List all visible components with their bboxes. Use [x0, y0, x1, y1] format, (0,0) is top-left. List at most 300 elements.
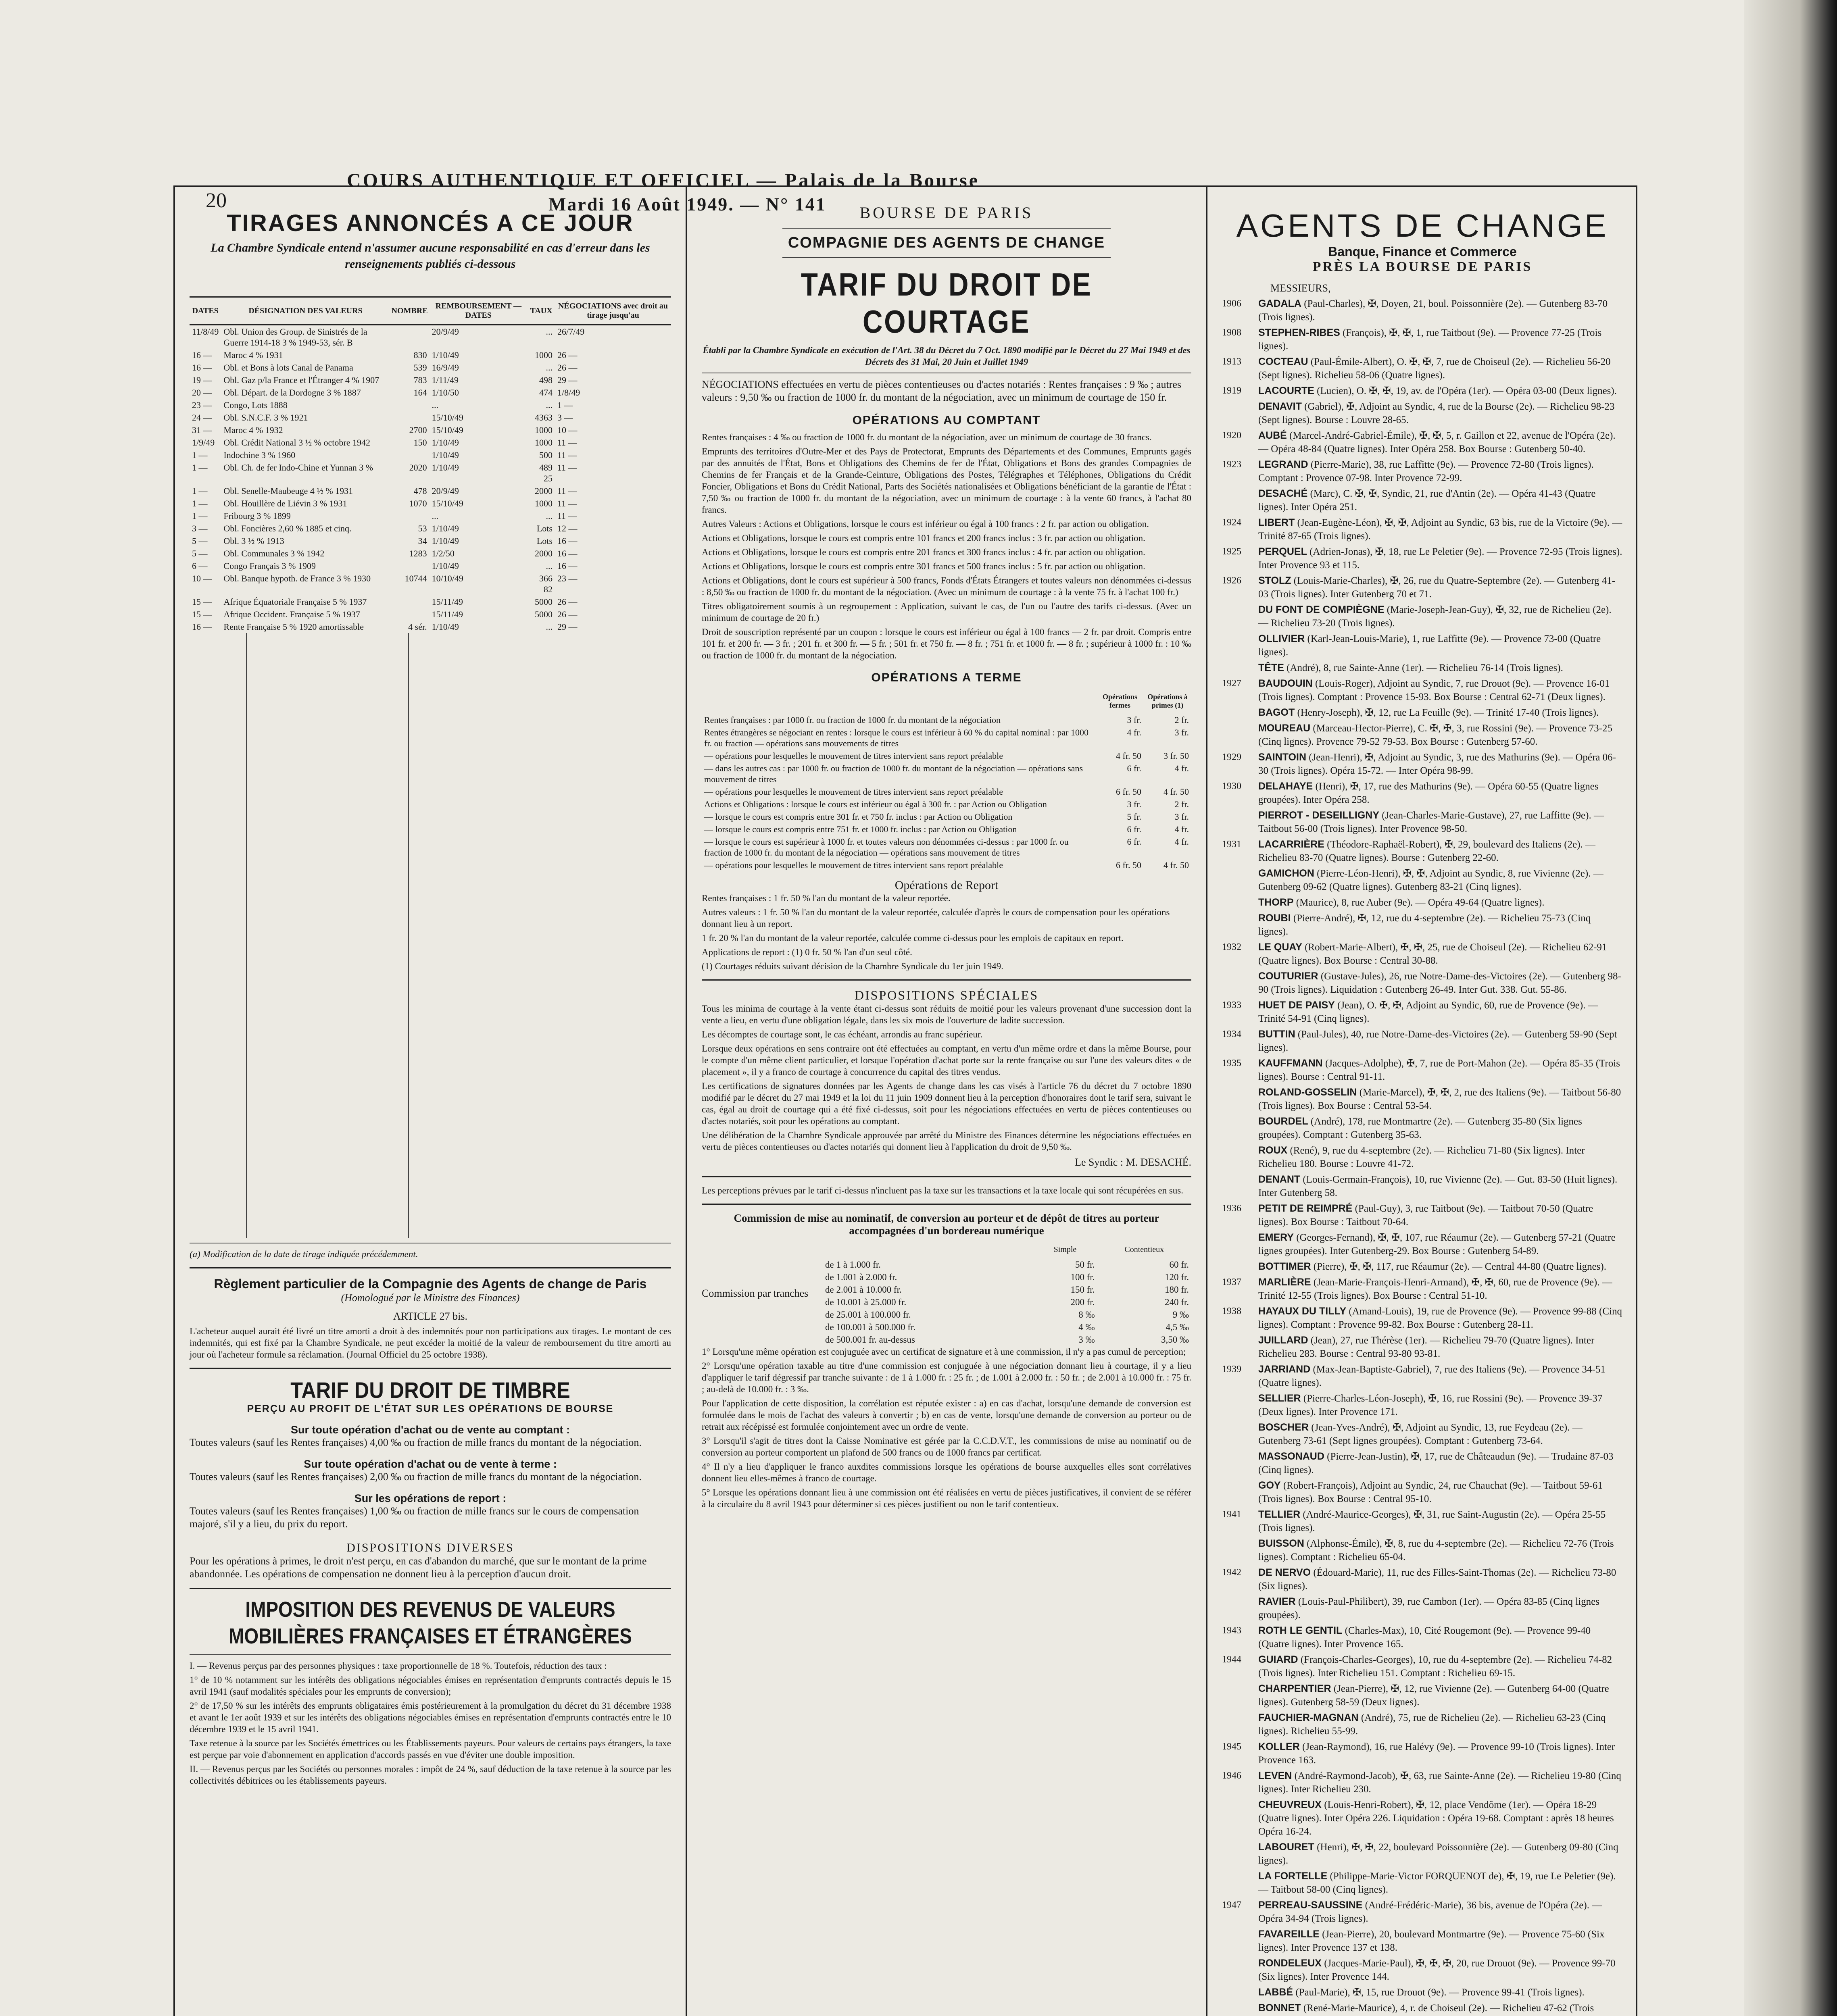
- agent-name: AUBÉ: [1258, 430, 1287, 441]
- agent-year: [1222, 896, 1258, 909]
- terme-cell: 3 fr.: [1174, 727, 1189, 737]
- table-cell: 150: [413, 437, 427, 448]
- agent-details: (Jacques-Adolphe), ✠, 7, rue de Port-Mahon (2e). — Opéra 85-35 (Trois lignes). Bourse : Central 91-11.: [1258, 1058, 1620, 1082]
- table-cell: 16/9/49: [432, 362, 459, 373]
- terme-row: [702, 714, 1191, 726]
- terme-cell: 6 fr. 50: [1116, 860, 1141, 870]
- agent-name: BUTTIN: [1258, 1029, 1295, 1040]
- agent-year: 1906: [1222, 298, 1241, 309]
- table-cell: 2020: [409, 462, 427, 473]
- table-cell: Obl. Union des Group. de Sinistrés de la Guerre 1914-18 3 % 1949-53, sér. B: [223, 327, 367, 348]
- agent-name: LEVEN: [1258, 1770, 1292, 1781]
- table-cell: 500: [539, 450, 553, 460]
- table-row: [190, 608, 671, 621]
- table-cell: Fribourg 3 % 1899: [223, 511, 291, 521]
- terme-cell: 3 fr. 50: [1164, 751, 1189, 761]
- table-cell: 830: [413, 350, 427, 360]
- agent-details: (François), ✠, ✠, 1, rue Taitbout (9e). — Provence 77-25 (Trois lignes).: [1258, 327, 1602, 352]
- agent-details: (Jean-Henri), ✠, Adjoint au Syndic, 3, rue des Mathurins (9e). — Opéra 06-30 (Trois lignes). Opéra 15-72. — Inter Opéra 98-99.: [1258, 752, 1616, 776]
- table-cell: 1 —: [192, 462, 208, 473]
- agent-name: LACOURTE: [1258, 385, 1314, 396]
- table-row: [190, 560, 671, 572]
- speciales-title: DISPOSITIONS SPÉCIALES: [854, 988, 1039, 1002]
- agent-year: 1926: [1222, 575, 1241, 586]
- terme-cell: 4 fr.: [1174, 763, 1189, 773]
- agent-entry: [1222, 1595, 1623, 1622]
- agent-text: [1258, 1711, 1623, 1738]
- agent-name: BOSCHER: [1258, 1422, 1309, 1433]
- table-cell: 489 25: [539, 462, 553, 483]
- agent-entry: [1222, 1899, 1623, 1925]
- terme-row: [702, 810, 1191, 823]
- terme-cell: 2 fr.: [1174, 799, 1189, 809]
- agent-text: [1258, 1086, 1623, 1112]
- terme-row: [702, 835, 1191, 859]
- agent-details: (Jean-Raymond), 16, rue Halévy (9e). — Provence 99-10 (Trois lignes). Inter Provence 163.: [1258, 1741, 1615, 1766]
- agent-name: GOY: [1258, 1480, 1281, 1491]
- table-cell: Obl. S.N.C.F. 3 % 1921: [223, 412, 308, 423]
- table-cell: [390, 596, 430, 608]
- commission-cell: 3,50 ‰: [1161, 1335, 1189, 1345]
- commission-paragraph: 4° Il n'y a lieu d'appliquer le franco auxdites commissions lorsque les opérations de bourse auxquelles elles sont corrélatives donnent lieu elles-mêmes à franco de courtage.: [702, 1462, 1191, 1483]
- tirages-subtitle: La Chambre Syndicale entend n'assumer aucune responsabilité en cas d'erreur dans les renseignements publiés ci-dessous: [211, 241, 650, 271]
- comptant-paragraph: Emprunts des territoires d'Outre-Mer et des Pays de Protectorat, Emprunts des Départements et des Communes, Emprunts gagés par des annuités de l'État, Bons et Obligations des Chemins de fer de l'État, Obligations et Bons des grandes Compagnies de Chemins de fer Français et de la Grande-Ceinture, Obligations des Postes, Télégraphes et Téléphones, Obligations du Crédit Foncier, Obligations et Bons du Crédit National, Parts des Sociétés nationalisées et Obligations bénéficiant de la garantie de l'État : 7,50 ‰ ou fraction de 1000 fr. du montant de la négociation, avec un minimum de courtage : à la vente 60 francs, à l'achat 80 francs.: [702, 446, 1191, 515]
- column-courtage: [687, 187, 1207, 2016]
- agent-entry: [1222, 1624, 1623, 1651]
- agent-details: (Jean), O. ✠, ✠, Adjoint au Syndic, 60, rue de Provence (9e). — Trinité 54-91 (Cinq lignes).: [1258, 1000, 1598, 1024]
- agent-details: (Paul-Guy), 3, rue Taitbout (9e). — Taitbout 70-50 (Quatre lignes). Box Bourse : Taitbout 70-64.: [1258, 1203, 1593, 1227]
- table-cell: 164: [413, 387, 427, 398]
- courtage-subtitle: Établi par la Chambre Syndicale en exécution de l'Art. 38 du Décret du 7 Oct. 1890 modifié par le Décret du 27 Mai 1949 et des Décrets des 31 Mai, 20 Juin et Juillet 1949: [703, 345, 1191, 367]
- table-cell: ...: [546, 327, 553, 337]
- agent-name: ROUBI: [1258, 912, 1291, 924]
- commission-cell: 4 ‰: [1078, 1322, 1095, 1332]
- agent-entry: [1222, 603, 1623, 630]
- table-cell: 10 —: [557, 425, 578, 435]
- agent-year: [1222, 1711, 1258, 1738]
- table-row: [190, 436, 671, 449]
- table-header-cell: NÉGOCIATIONS avec droit au tirage jusqu'au: [555, 297, 671, 325]
- agent-name: DE NERVO: [1258, 1567, 1311, 1578]
- agent-year: [1222, 1115, 1258, 1141]
- report-paragraph: (1) Courtages réduits suivant décision de la Chambre Syndicale du 1er juin 1949.: [702, 961, 1003, 971]
- terme-cell: — dans les autres cas : par 1000 fr. ou fraction de 1000 fr. du montant de la négociation — opérations sans mouvement de titres: [704, 763, 1083, 784]
- agent-year: [1222, 867, 1258, 893]
- terme-cell: 6 fr.: [1127, 824, 1141, 834]
- agents-subtitle: Banque, Finance et Commerce: [1328, 244, 1517, 259]
- table-cell: 6 —: [192, 561, 208, 571]
- agent-text: [1258, 355, 1623, 382]
- table-cell: 11 —: [557, 511, 577, 521]
- table-cell: 3 —: [557, 412, 573, 423]
- agent-name: COUTURIER: [1258, 971, 1318, 982]
- agent-text: [1258, 1899, 1623, 1925]
- timbre-heading-report: Sur les opérations de report :: [354, 1492, 507, 1504]
- content-frame: [173, 185, 1637, 2016]
- table-cell: 16 —: [192, 362, 212, 373]
- agent-entry: [1222, 1202, 1623, 1229]
- commission-row: [823, 1333, 1191, 1346]
- agent-details: (André-Raymond-Jacob), ✠, 63, rue Sainte-Anne (2e). — Richelieu 19-80 (Cinq lignes). Inter Richelieu 230.: [1258, 1770, 1621, 1795]
- agent-name: OLLIVIER: [1258, 633, 1305, 644]
- syndic-signature: Le Syndic : M. DESACHÉ.: [1075, 1156, 1191, 1168]
- agent-details: (Max-Jean-Baptiste-Gabriel), 7, rue des Italiens (9e). — Provence 34-51 (Quatre lignes).: [1258, 1364, 1606, 1388]
- agent-entry: [1222, 545, 1623, 572]
- agent-entry: [1222, 516, 1623, 543]
- table-cell: 24 —: [192, 412, 212, 423]
- commission-cell: de 500.001 fr. au-dessus: [825, 1335, 915, 1345]
- agent-year: [1222, 1231, 1258, 1258]
- agent-entry: [1222, 1260, 1623, 1273]
- agent-entry: [1222, 838, 1623, 864]
- agent-name: FAVAREILLE: [1258, 1929, 1320, 1940]
- agent-text: [1258, 1957, 1623, 1983]
- column-agents: [1207, 187, 1637, 2016]
- agent-details: (Robert-Marie-Albert), ✠, ✠, 25, rue de Choiseul (2e). — Richelieu 62-91 (Quatre lignes). Box Bourse : Central 30-88.: [1258, 942, 1607, 966]
- table-row: [190, 361, 671, 374]
- agent-entry: [1222, 632, 1623, 659]
- agent-details: (Louis-Marie-Charles), ✠, 26, rue du Quatre-Septembre (2e). — Gutenberg 41-03 (Trois lignes). Inter Gutenberg 70 et 71.: [1258, 575, 1616, 600]
- dispositions-title: DISPOSITIONS DIVERSES: [346, 1541, 514, 1554]
- table-cell: Obl. 3 ½ % 1913: [223, 536, 284, 546]
- agent-details: (Jean-Yves-André), ✠, Adjoint au Syndic, 13, rue Feydeau (2e). — Gutenberg 73-61 (Sept lignes groupées). Comptant : Gutenberg 73-64.: [1258, 1422, 1583, 1446]
- table-row: [190, 497, 671, 510]
- agent-entry: [1222, 1682, 1623, 1709]
- table-cell: 23 —: [557, 573, 578, 583]
- agent-year: [1222, 1870, 1258, 1896]
- agent-year: 1946: [1222, 1770, 1241, 1781]
- agent-year: [1222, 1479, 1258, 1506]
- agent-details: (Paul-Marie), ✠, 15, rue Drouot (9e). — Provence 99-41 (Trois lignes).: [1295, 1987, 1585, 1998]
- agent-entry: [1222, 1508, 1623, 1535]
- article-text: L'acheteur auquel aurait été livré un titre amorti a droit à des indemnités pour non participations aux tirages. Le montant de ces indemnités, qui est fixé par la Chambre Syndicale, ne peut excéder la moitié de la valeur de remboursement du titre amorti au jour où l'acheteur formule sa réclamation. (Journal Officiel du 25 octobre 1938).: [190, 1326, 671, 1360]
- agent-details: (Marie-Joseph-Jean-Guy), ✠, 32, rue de Richelieu (2e). — Richelieu 73-20 (Trois lignes).: [1258, 604, 1612, 629]
- table-cell: 4 sér.: [408, 622, 427, 632]
- agent-year: [1222, 706, 1258, 719]
- terme-row: [702, 798, 1191, 810]
- table-cell: 31 —: [192, 425, 212, 435]
- agent-year: 1942: [1222, 1567, 1241, 1578]
- agent-entry: [1222, 1086, 1623, 1112]
- agent-name: DENANT: [1258, 1174, 1301, 1185]
- table-cell: 11/8/49: [192, 327, 219, 337]
- agent-text: [1258, 1769, 1623, 1796]
- agent-name: FAUCHIER-MAGNAN: [1258, 1712, 1359, 1723]
- imposition-paragraph: I. — Revenus perçus par des personnes physiques : taxe proportionnelle de 18 %. Toutefois, réduction des taux :: [190, 1661, 607, 1671]
- agent-year: 1945: [1222, 1741, 1241, 1752]
- table-cell: 16 —: [192, 622, 212, 632]
- agent-entry: [1222, 1421, 1623, 1447]
- table-cell: 1 —: [192, 511, 208, 521]
- table-header-cell: TAUX: [528, 297, 555, 325]
- agent-entry: [1222, 1957, 1623, 1983]
- table-cell: 783: [413, 375, 427, 385]
- agent-text: [1258, 1870, 1623, 1896]
- terme-table: [702, 689, 1191, 871]
- terme-cell: — opérations pour lesquelles le mouvement de titres intervient sans report préalable: [704, 751, 1003, 761]
- table-cell: ...: [546, 511, 553, 521]
- table-cell: Maroc 4 % 1931: [223, 350, 283, 360]
- document-page: [173, 117, 1758, 2016]
- table-cell: 1 —: [192, 450, 208, 460]
- commission-cell: 240 fr.: [1164, 1297, 1189, 1307]
- agent-text: [1258, 1595, 1623, 1622]
- agent-text: [1258, 1276, 1623, 1302]
- agent-details: (André), 178, rue Montmartre (2e). — Gutenberg 35-80 (Six lignes groupées). Comptant : Gutenberg 35-63.: [1258, 1116, 1582, 1140]
- table-cell: 1/9/49: [192, 437, 215, 448]
- table-cell: 16 —: [557, 536, 578, 546]
- comptant-paragraph: Actions et Obligations, lorsque le cours est compris entre 101 francs et 200 francs inclus : 3 fr. par action ou obligation.: [702, 533, 1145, 543]
- agent-entry: [1222, 458, 1623, 485]
- table-cell: 2000: [534, 486, 553, 496]
- table-cell: 26 —: [557, 362, 578, 373]
- terme-cell: 6 fr. 50: [1116, 787, 1141, 797]
- agent-name: MARLIÈRE: [1258, 1277, 1311, 1288]
- terme-row: [702, 785, 1191, 798]
- commission-cell: 180 fr.: [1164, 1285, 1189, 1295]
- terme-cell: 4 fr.: [1174, 824, 1189, 834]
- table-cell: 20/9/49: [432, 486, 459, 496]
- table-cell: Obl. Houillère de Liévin 3 % 1931: [223, 498, 347, 508]
- agent-entry: [1222, 912, 1623, 938]
- comptant-paragraph: Droit de souscription représenté par un coupon : lorsque le cours est inférieur ou égal à 100 francs — 2 fr. par droit. Compris entre 101 fr. et 200 fr. — 3 fr. ; 201 fr. et 300 fr. — 5 fr. ; 501 fr. et 750 fr. — 8 fr. ; 751 fr. et 1000 fr. — 8 fr. ; supérieur à 1000 fr. : 10 ‰ ou fraction de 1000 fr. du montant de la négociation.: [702, 627, 1191, 660]
- table-cell: 1/10/49: [432, 437, 459, 448]
- terme-cell: 4 fr. 50: [1164, 787, 1189, 797]
- agent-text: [1258, 809, 1623, 835]
- comptant-paragraph: Actions et Obligations, lorsque le cours est compris entre 201 francs et 300 francs inclus : 4 fr. par action ou obligation.: [702, 547, 1145, 557]
- agent-year: [1222, 1334, 1258, 1360]
- agent-text: [1258, 297, 1623, 324]
- table-header-cell: REMBOURSEMENT — DATES: [430, 297, 528, 325]
- imposition-paragraph: II. — Revenus perçus par les Sociétés ou personnes morales : impôt de 24 %, sauf déduction de la taxe retenue à la source par les collectivités débitrices ou les établissements payeurs.: [190, 1764, 671, 1786]
- agent-details: (Henri), ✠, 17, rue des Mathurins (9e). — Opéra 60-55 (Quatre lignes groupées). Inter Opéra 258.: [1258, 781, 1599, 805]
- commission-cell: 50 fr.: [1075, 1260, 1095, 1270]
- table-cell: ...: [546, 561, 553, 571]
- agent-text: [1258, 1421, 1623, 1447]
- agent-entry: [1222, 2001, 1623, 2016]
- tirages-table: [190, 296, 671, 633]
- table-cell: Congo Français 3 % 1909: [223, 561, 316, 571]
- table-cell: 1/10/50: [432, 387, 459, 398]
- commission-cell: de 100.001 à 500.000 fr.: [825, 1322, 916, 1332]
- table-note: (a) Modification de la date de tirage indiquée précédemment.: [190, 1249, 418, 1259]
- agent-text: [1258, 751, 1623, 777]
- agent-details: (Robert-François), Adjoint au Syndic, 24, rue Chauchat (9e). — Taitbout 59-61 (Trois lignes). Box Bourse : Central 95-10.: [1258, 1480, 1603, 1504]
- agent-details: (Louis-Henri-Robert), ✠, 12, place Vendôme (1er). — Opéra 18-29 (Quatre lignes). Inter Opéra 226. Liquidation : Opéra 19-68. Comptant : après 18 heures Opéra 16-24.: [1258, 1799, 1614, 1837]
- agent-name: RONDELEUX: [1258, 1958, 1322, 1969]
- agent-details: (André), 8, rue Sainte-Anne (1er). — Richelieu 76-14 (Trois lignes).: [1287, 662, 1563, 673]
- terme-cell: 6 fr.: [1127, 763, 1141, 773]
- agent-entry: [1222, 1870, 1623, 1896]
- agent-text: [1258, 1334, 1623, 1360]
- table-cell: 16 —: [557, 561, 578, 571]
- speciales-paragraph: Lorsque deux opérations en sens contraire ont été effectuées au comptant, en vertu d'un même ordre et dans la même Bourse, pour le compte d'un même client particulier, et lorsque l'opération d'achat porte sur la rente française ou sur l'une des valeurs dites « de placement », il y a franco de courtage à concurrence du capital des titres vendus.: [702, 1043, 1191, 1077]
- agent-text: [1258, 941, 1623, 967]
- report-paragraph: 1 fr. 20 % l'an du montant de la valeur reportée, calculée comme ci-dessus pour les emplois de capitaux en report.: [702, 933, 1124, 943]
- table-row: [190, 461, 671, 485]
- commission-cell: 100 fr.: [1070, 1272, 1095, 1282]
- page-number: 20: [206, 189, 227, 212]
- courtage-intro: NÉGOCIATIONS effectuées en vertu de pièces contentieuses ou d'actes notariés : Rentes françaises : 9 ‰ ; autres valeurs : 9,50 ‰ ou fraction de 1000 fr. du montant de la négociation, avec un minimum de courtage de 150 fr.: [702, 379, 1181, 403]
- terme-cell: Actions et Obligations : lorsque le cours est inférieur ou égal à 300 fr. : par Action ou Obligation: [704, 799, 1047, 809]
- agent-year: [1222, 1928, 1258, 1954]
- agent-name: BUISSON: [1258, 1538, 1304, 1549]
- agent-text: [1258, 1479, 1623, 1506]
- commission-cell: 8 ‰: [1078, 1310, 1095, 1320]
- agent-details: (Alphonse-Émile), ✠, 8, rue du 4-septembre (2e). — Richelieu 72-76 (Trois lignes). Comptant : Richelieu 65-04.: [1258, 1538, 1614, 1562]
- table-cell: 5000: [534, 597, 553, 607]
- agent-year: 1934: [1222, 1029, 1241, 1039]
- agent-name: DU FONT DE COMPIÈGNE: [1258, 604, 1385, 615]
- terme-col-fermes: Opérations fermes: [1102, 693, 1137, 709]
- agent-text: [1258, 1508, 1623, 1535]
- table-blank-area: [246, 633, 409, 1238]
- table-cell: 1 —: [192, 498, 208, 508]
- agent-entry: [1222, 706, 1623, 719]
- terme-cell: — lorsque le cours est compris entre 301 fr. et 750 fr. inclus : par Action ou Obligation: [704, 812, 1013, 822]
- agent-year: [1222, 1957, 1258, 1983]
- agent-year: 1923: [1222, 459, 1241, 470]
- agent-year: 1924: [1222, 517, 1241, 528]
- table-cell: 1/10/49: [432, 462, 459, 473]
- terme-cell: — opérations pour lesquelles le mouvement de titres intervient sans report préalable: [704, 860, 1003, 870]
- agent-name: EMERY: [1258, 1232, 1294, 1243]
- table-row: [190, 411, 671, 424]
- agent-name: LABOURET: [1258, 1841, 1314, 1853]
- agent-text: [1258, 1928, 1623, 1954]
- agent-entry: [1222, 1740, 1623, 1767]
- table-cell: 1/8/49: [557, 387, 580, 398]
- commission-cell: 200 fr.: [1070, 1297, 1095, 1307]
- timbre-title: TARIF DU DROIT DE TIMBRE: [290, 1377, 570, 1403]
- agent-entry: [1222, 400, 1623, 427]
- table-cell: 366 82: [539, 573, 553, 594]
- table-cell: 34: [418, 536, 427, 546]
- terme-row: [702, 859, 1191, 871]
- agent-entry: [1222, 1928, 1623, 1954]
- agent-details: (Marcel-André-Gabriel-Émile), ✠, ✠, 5, r. Gaillon et 22, avenue de l'Opéra (2e). — Opéra 48-84 (Quatre lignes). Inter Opéra 258. Box Bourse : Gutenberg 50-40.: [1258, 430, 1616, 454]
- speciales-paragraph: Tous les minima de courtage à la vente étant ci-dessus sont réduits de moitié pour les valeurs provenant d'une succession dont la vente a lieu, en vertu d'une obligation légale, dans les six mois de l'ouverture de ladite succession.: [702, 1004, 1191, 1025]
- agent-entry: [1222, 751, 1623, 777]
- agent-entry: [1222, 384, 1623, 398]
- table-cell: Maroc 4 % 1932: [223, 425, 283, 435]
- agent-text: [1258, 487, 1623, 514]
- agent-entry: [1222, 1986, 1623, 1999]
- agent-details: (Marc), C. ✠, ✠, Syndic, 21, rue d'Antin (2e). — Opéra 41-43 (Quatre lignes). Inter Opéra 251.: [1258, 488, 1596, 512]
- agent-entry: [1222, 1028, 1623, 1054]
- agent-year: [1222, 970, 1258, 996]
- table-cell: Afrique Équatoriale Française 5 % 1937: [223, 597, 367, 607]
- agent-name: MOUREAU: [1258, 723, 1311, 734]
- header-date: Mardi 16 Août 1949. — N° 141: [548, 194, 826, 215]
- agent-text: [1258, 1740, 1623, 1767]
- table-cell: Lots: [536, 523, 553, 533]
- agent-year: 1925: [1222, 546, 1241, 557]
- courtage-title: TARIF DU DROIT DE COURTAGE: [801, 267, 1093, 339]
- agent-details: (Pierre), ✠, ✠, 117, rue Réaumur (2e). — Central 44-80 (Quatre lignes).: [1313, 1261, 1606, 1272]
- agent-year: [1222, 722, 1258, 748]
- bourse-label: BOURSE DE PARIS: [859, 204, 1034, 222]
- table-cell: [390, 560, 430, 572]
- table-cell: Obl. Départ. de la Dordogne 3 % 1887: [223, 387, 361, 398]
- table-cell: 539: [413, 362, 427, 373]
- agent-entry: [1222, 297, 1623, 324]
- agent-details: (René), 9, rue du 4-septembre (2e). — Richelieu 71-80 (Six lignes). Inter Richelieu 180. Bourse : Louvre 41-72.: [1258, 1145, 1585, 1169]
- agent-details: (Georges-Fernand), ✠, ✠, 107, rue Réaumur (2e). — Gutenberg 57-21 (Quatre lignes groupées). Inter Gutenberg-29. Box Bourse : Gutenberg 54-89.: [1258, 1232, 1616, 1256]
- agent-details: (André-Maurice-Georges), ✠, 31, rue Saint-Augustin (2e). — Opéra 25-55 (Trois lignes).: [1258, 1509, 1606, 1533]
- agent-text: [1258, 384, 1623, 398]
- agent-details: (Gabriel), ✠, Adjoint au Syndic, 4, rue de la Bourse (2e). — Richelieu 98-23 (Sept lignes). Bourse : Louvre 28-65.: [1258, 401, 1615, 425]
- agent-details: (Marie-Marcel), ✠, ✠, 2, rue des Italiens (9e). — Taitbout 56-80 (Trois lignes). Box Bourse : Central 53-54.: [1258, 1087, 1621, 1111]
- agent-entry: [1222, 429, 1623, 456]
- table-row: [190, 621, 671, 633]
- agent-name: HAYAUX DU TILLY: [1258, 1306, 1347, 1317]
- imposition-paragraph: 2° de 17,50 % sur les intérêts des emprunts obligataires émis postérieurement à la promulgation du décret du 31 décembre 1938 et avant le 1er août 1939 et sur les intérêts des obligations négociables émises en représentation d'emprunts contractés entre le 10 décembre 1939 et le 15 avril 1941.: [190, 1701, 671, 1734]
- agent-entry: [1222, 661, 1623, 675]
- agent-text: [1258, 1537, 1623, 1564]
- table-cell: [390, 608, 430, 621]
- agent-details: (Théodore-Raphaël-Robert), ✠, 29, boulevard des Italiens (2e). — Richelieu 83-70 (Quatre lignes). Bourse : Gutenberg 22-60.: [1258, 839, 1596, 863]
- agent-details: (Jean), 27, rue Thérèse (1er). — Richelieu 79-70 (Quatre lignes). Inter Richelieu 283. Bourse : Central 93-80 93-81.: [1258, 1335, 1595, 1359]
- imposition-paragraph: Taxe retenue à la source par les Sociétés émettrices ou les Établissements payeurs. Pour valeurs de certains pays étrangers, la taxe est perçue par voie d'abonnement en application d'accords passés en vue d'éviter une double imposition.: [190, 1738, 671, 1760]
- table-cell: 15 —: [192, 609, 212, 619]
- agent-year: [1222, 1421, 1258, 1447]
- table-cell: 1 —: [557, 400, 573, 410]
- agent-text: [1258, 545, 1623, 572]
- table-cell: Obl. Senelle-Maubeuge 4 ½ % 1931: [223, 486, 353, 496]
- table-cell: Obl. Ch. de fer Indo-Chine et Yunnan 3 %: [223, 462, 373, 473]
- agent-year: [1222, 2001, 1258, 2016]
- agent-entry: [1222, 1057, 1623, 1083]
- report-paragraph: Rentes françaises : 1 fr. 50 % l'an du montant de la valeur reportée.: [702, 893, 951, 903]
- terme-title: OPÉRATIONS A TERME: [871, 671, 1022, 684]
- agent-text: [1258, 838, 1623, 864]
- agent-details: (Lucien), O. ✠, ✠, 19, av. de l'Opéra (1er). — Opéra 03-00 (Deux lignes).: [1317, 385, 1617, 396]
- agent-text: [1258, 1653, 1623, 1680]
- table-cell: 4363: [534, 412, 553, 423]
- agent-name: RAVIER: [1258, 1596, 1296, 1607]
- agent-text: [1258, 1202, 1623, 1229]
- terme-cell: Rentes françaises : par 1000 fr. ou fraction de 1000 fr. du montant de la négociation: [704, 715, 1001, 725]
- report-text: [702, 892, 1191, 972]
- agent-name: GADALA: [1258, 298, 1301, 309]
- table-row: [190, 522, 671, 535]
- table-cell: [390, 510, 430, 522]
- commission-col-contentieux: Contentieux: [1124, 1245, 1164, 1254]
- table-cell: 474: [539, 387, 553, 398]
- terme-row: [702, 726, 1191, 750]
- table-cell: 1000: [534, 498, 553, 508]
- agent-details: (Marceau-Hector-Pierre), C. ✠, ✠, 3, rue Rossini (9e). — Provence 73-25 (Cinq lignes). Provence 79-52 79-53. Box Bourse : Gutenberg 57-60.: [1258, 723, 1612, 747]
- commission-table: [823, 1241, 1191, 1346]
- agent-text: [1258, 1566, 1623, 1593]
- agent-details: (Louis-Paul-Philibert), 39, rue Cambon (1er). — Opéra 83-85 (Cinq lignes groupées).: [1258, 1596, 1599, 1620]
- agent-text: [1258, 780, 1623, 806]
- table-cell: [390, 399, 430, 411]
- table-cell: 15/10/49: [432, 425, 463, 435]
- report-title: Opérations de Report: [895, 879, 999, 892]
- commission-cell: de 1 à 1.000 fr.: [825, 1260, 881, 1270]
- table-row: [190, 349, 671, 361]
- agent-details: (Louis-Roger), Adjoint au Syndic, 7, rue Drouot (9e). — Provence 16-01 (Trois lignes). Comptant : Provence 15-93. Box Bourse : Central 62-71 (Deux lignes).: [1258, 678, 1610, 702]
- imposition-text: [190, 1660, 671, 1787]
- agent-year: 1933: [1222, 1000, 1241, 1010]
- agent-entry: [1222, 487, 1623, 514]
- agent-entry: [1222, 1479, 1623, 1506]
- table-cell: [390, 449, 430, 461]
- agent-text: [1258, 1260, 1623, 1273]
- table-cell: 11 —: [557, 450, 577, 460]
